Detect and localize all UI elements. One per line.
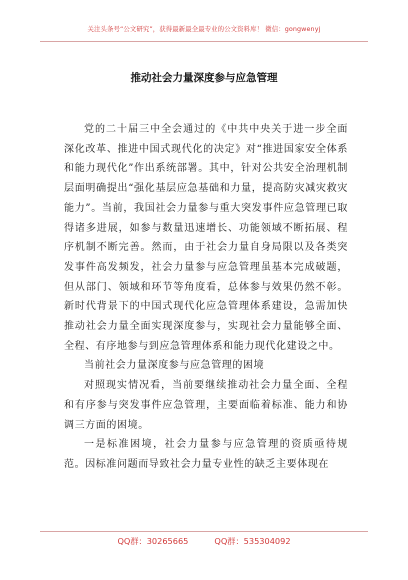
footer-qq-group-2: QQ群：535304092 [214, 536, 291, 546]
footer-qq-group-1: QQ群：30265665 [117, 536, 189, 546]
document-body [64, 120, 348, 475]
paragraph-intro: 党的二十届三中全会通过的《中共中央关于进一步全面深化改革、推进中国式现代化的决定》对“推进国家安全体系和能力现代化”作出系统部署。其中，针对公共安全治理机制层面明确提出“强化基层应急基础和力量，提高防灾减灾救灾能力”。当前，我国社会力量参与重大突发事件应急管理已取得诸多进展，如参与数量迅速增长、功能领域不断拓展、程序机制不断完善。然而，由于社会力量自身局限以及各类突发事件高发频发，社会力量参与应急管理虽基本完成破题，但从部门、领域和环节等角度看，总体参与效果仍然不彰。新时代背景下的中国式现代化应急管理体系建设，急需加快推动社会力量全面实现深度参与，实现社会力量能够全面、全程、有序地参与到应急管理体系和能力现代化建设之中。 [64, 124, 348, 352]
section-heading: 当前社会力量深度参与应急管理的困境 [84, 360, 265, 372]
header-banner: 关注头条号“公文研究”，获得最新最全最专业的公文资料库！ 微信：gongwenyj [87, 25, 321, 33]
footer-divider [40, 531, 368, 532]
paragraph-standards: 一是标准困境，社会力量参与应急管理的资质亟待规范。因标准问题而导致社会力量专业性的缺乏主要体现在 [64, 439, 348, 470]
footer [0, 536, 408, 547]
paragraph-overview: 对照现实情况看，当前要继续推动社会力量全面、全程和有序参与突发事件应急管理，主要面临着标准、能力和协调三方面的困境。 [64, 380, 348, 431]
document-title: 推动社会力量深度参与应急管理 [130, 72, 278, 84]
header-divider [40, 41, 368, 42]
